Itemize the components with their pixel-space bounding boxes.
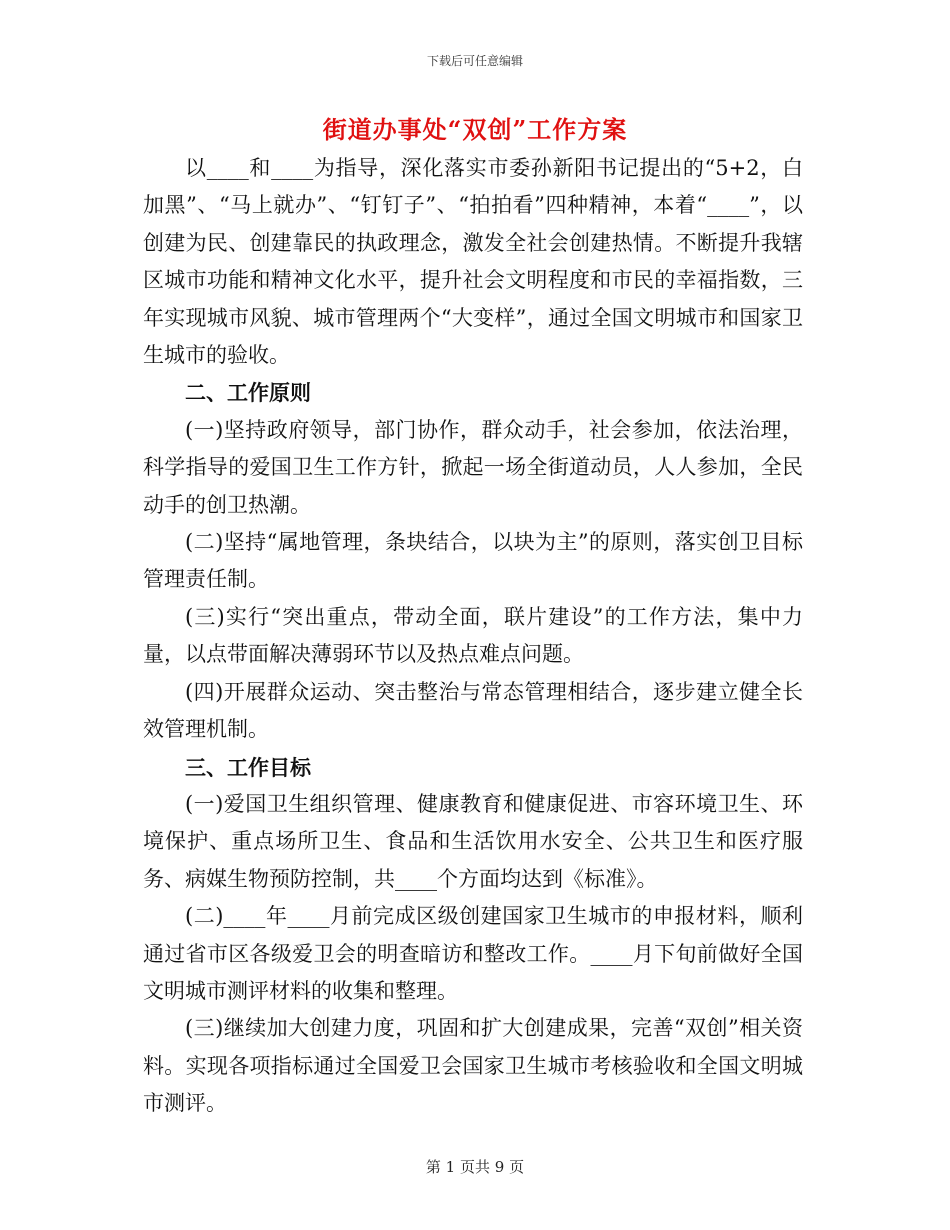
header-note: 下载后可任意编辑 (426, 54, 523, 68)
document-title: 街道办事处“双创”工作方案 (322, 115, 628, 144)
section-heading-principles: 二、工作原则 (185, 380, 311, 406)
paragraph-goal-3: (三)继续加大创建力度，巩固和扩大创建成果，完善“双创”相关资料。实现各项指标通过全国爱卫会国家卫生城市考核验收和全国文明城市测评。 (143, 1016, 803, 1116)
paragraph-principle-3: (三)实行“突出重点，带动全面，联片建设”的工作方法，集中力量，以点带面解决薄弱环节以及热点难点问题。 (143, 604, 803, 667)
page-indicator: 第 1 页共 9 页 (425, 1158, 525, 1176)
paragraph-principle-1: (一)坚持政府领导，部门协作，群众动手，社会参加，依法治理，科学指导的爱国卫生工作方针，掀起一场全街道动员，人人参加，全民动手的创卫热潮。 (143, 417, 803, 517)
paragraph-principle-2: (二)坚持“属地管理，条块结合，以块为主”的原则，落实创卫目标管理责任制。 (143, 530, 803, 592)
section-heading-goals: 三、工作目标 (185, 754, 311, 780)
paragraph-goal-2: (二)____年____月前完成区级创建国家卫生城市的申报材料，顺利通过省市区各级爱卫会的明查暗访和整改工作。____月下旬前做好全国文明城市测评材料的收集和整理。 (143, 904, 803, 1003)
paragraph-principle-4: (四)开展群众运动、突击整治与常态管理相结合，逐步建立健全长效管理机制。 (143, 679, 803, 742)
document-body (143, 150, 803, 1123)
paragraph-goal-1: (一)爱国卫生组织管理、健康教育和健康促进、市容环境卫生、环境保护、重点场所卫生、食品和生活饮用水安全、公共卫生和医疗服务、病媒生物预防控制，共____个方面均达到《标准》。 (143, 791, 803, 891)
paragraph-intro: 以____和____为指导，深化落实市委孙新阳书记提出的“5+2，白加黑”、“马上就办”、“钉钉子”、“拍拍看”四种精神，本着“____”，以创建为民、创建靠民的执政理念，激发全社会创建热情。不断提升我辖区城市功能和精神文化水平，提升社会文明程度和市民的幸福指数，三年实现城市风貌、城市管理两个“大变样”，通过全国文明城市和国家卫生城市的验收。 (143, 156, 803, 368)
